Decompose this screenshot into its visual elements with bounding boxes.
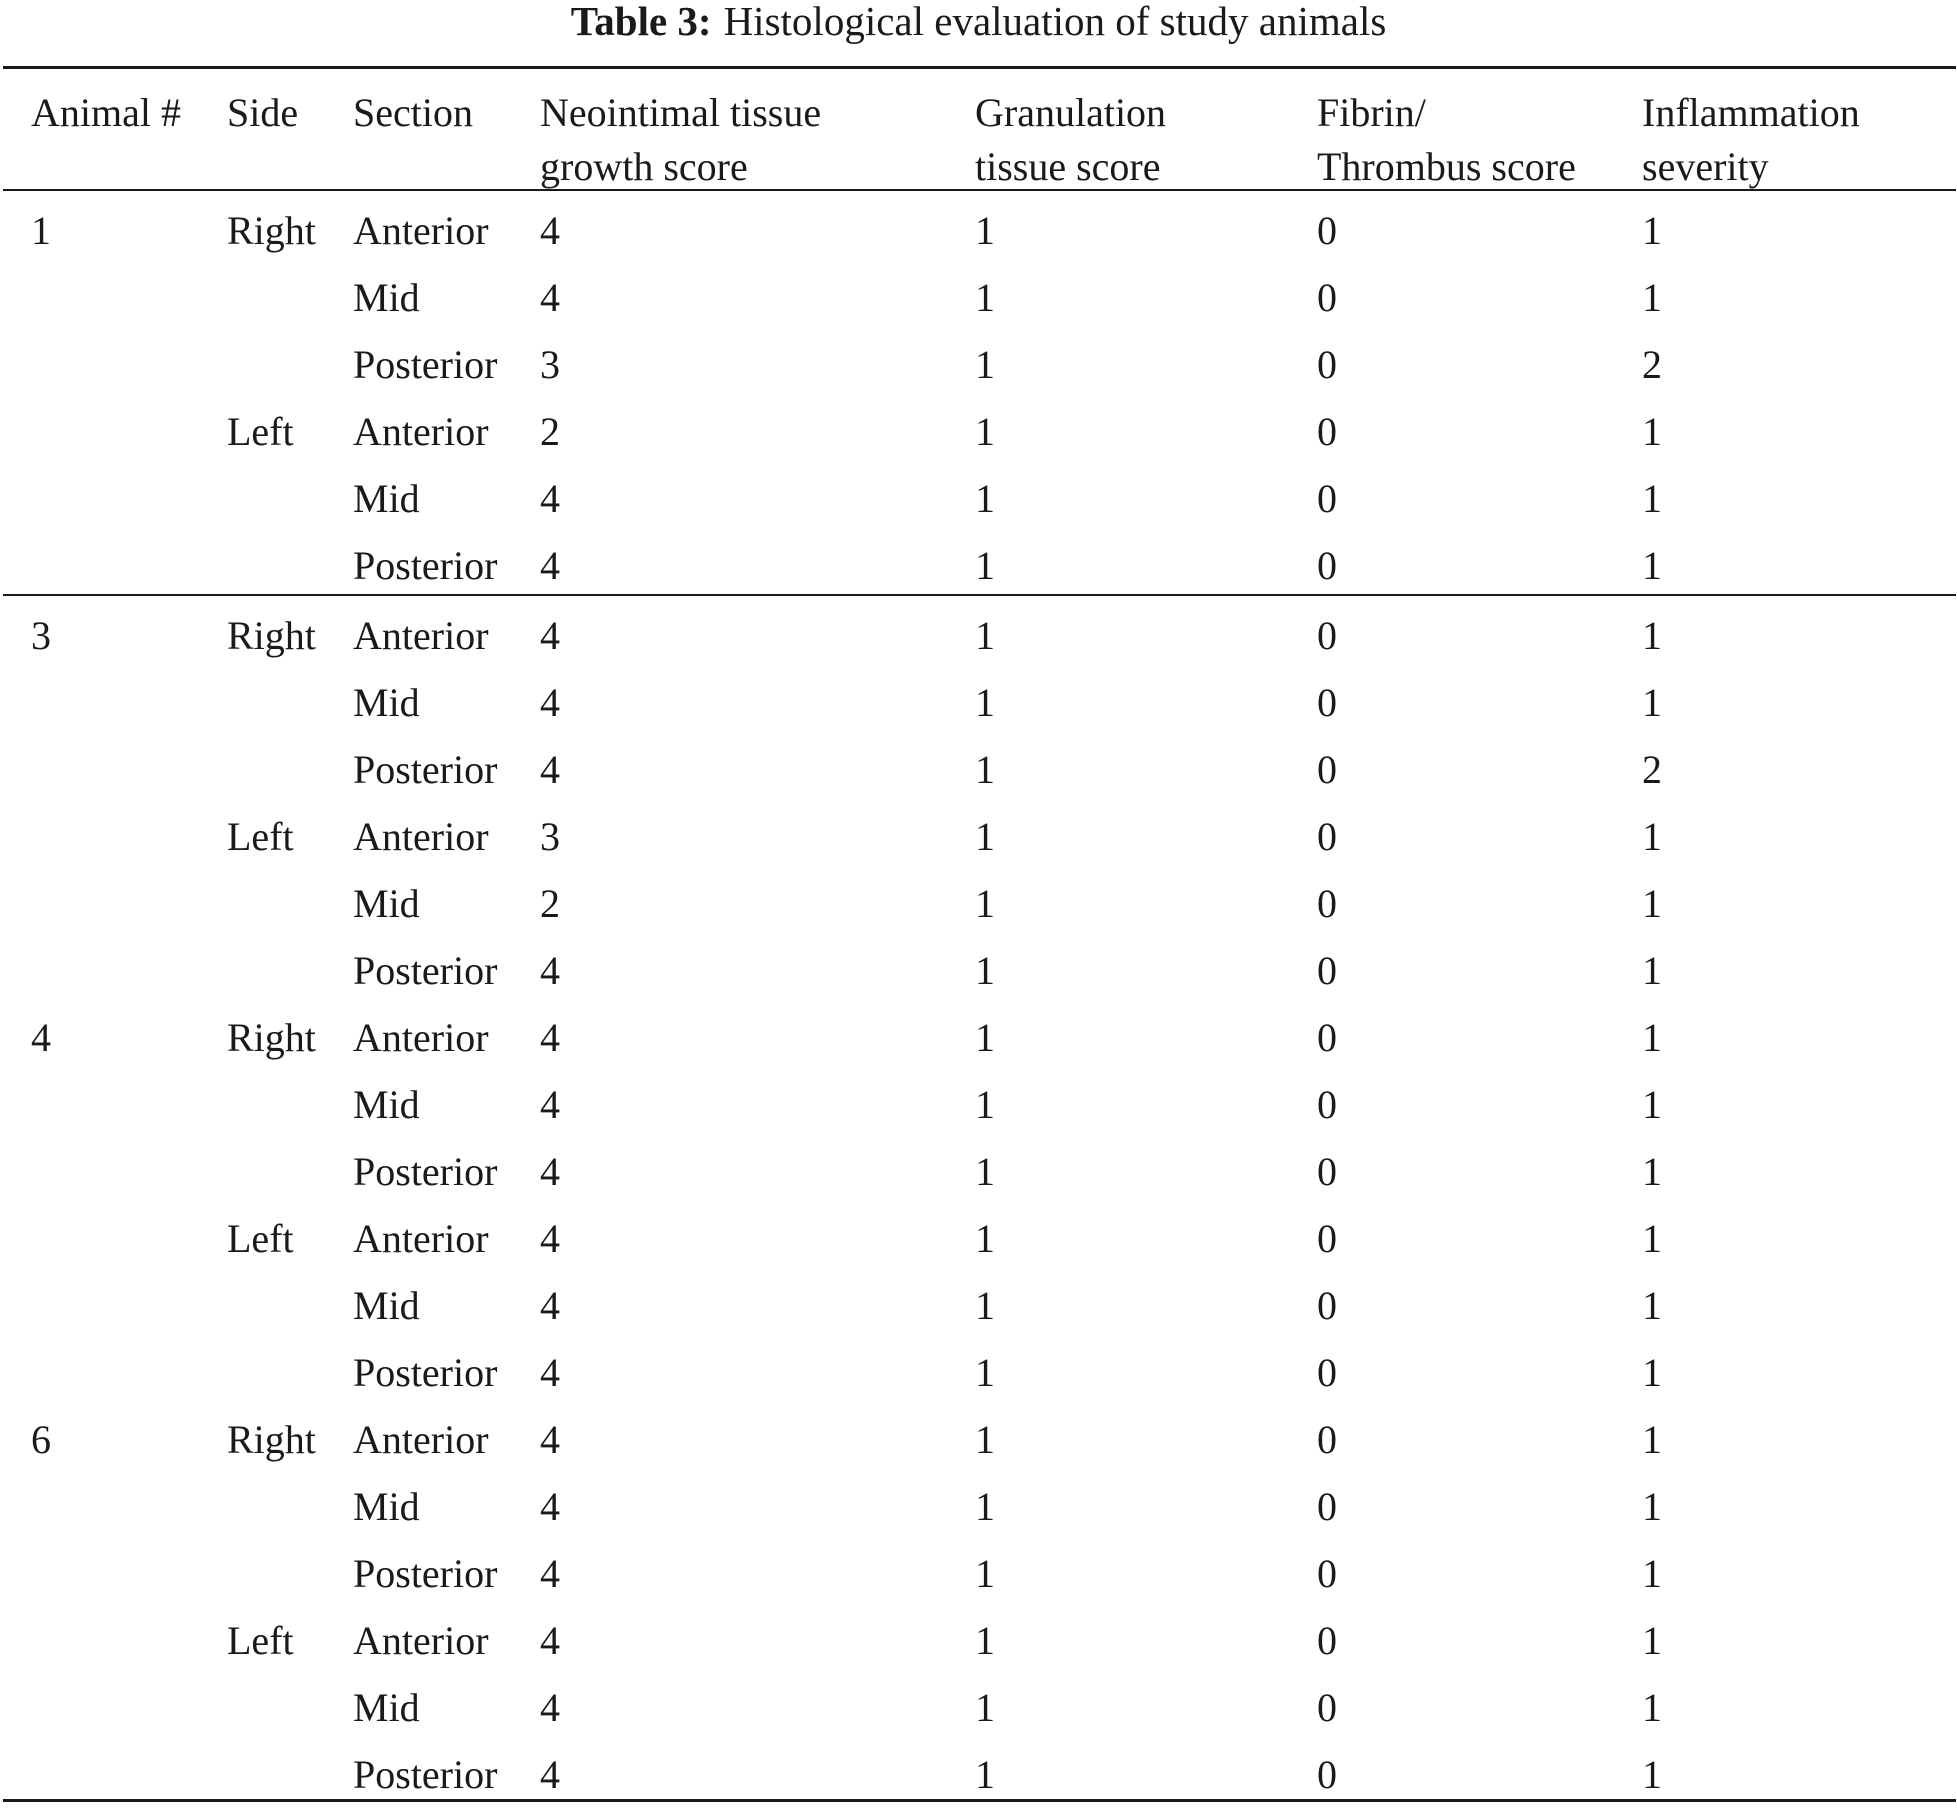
cell-granulation: 1 [975,814,995,859]
cell-fibrin: 0 [1317,1283,1337,1328]
cell-inflammation: 1 [1642,1417,1662,1462]
table-row [0,1139,1957,1205]
cell-fibrin: 0 [1317,1417,1337,1462]
cell-inflammation: 1 [1642,1283,1662,1328]
cell-neointimal: 4 [540,1551,560,1596]
cell-granulation: 1 [975,476,995,521]
cell-side: Right [227,208,316,253]
cell-neointimal: 4 [540,543,560,588]
cell-inflammation: 1 [1642,1752,1662,1797]
cell-inflammation: 2 [1642,342,1662,387]
table-row [0,737,1957,803]
cell-section: Anterior [353,409,489,454]
cell-granulation: 1 [975,1283,995,1328]
cell-fibrin: 0 [1317,1015,1337,1060]
cell-granulation: 1 [975,208,995,253]
cell-neointimal: 3 [540,814,560,859]
cell-animal: 4 [31,1015,51,1060]
table-row [0,871,1957,937]
cell-section: Posterior [353,948,498,993]
cell-granulation: 1 [975,1149,995,1194]
cell-fibrin: 0 [1317,275,1337,320]
cell-neointimal: 4 [540,1618,560,1663]
table-row [0,1608,1957,1674]
cell-fibrin: 0 [1317,1216,1337,1261]
cell-section: Posterior [353,747,498,792]
cell-section: Mid [353,275,420,320]
cell-section: Anterior [353,1015,489,1060]
table-row [0,670,1957,736]
cell-inflammation: 1 [1642,275,1662,320]
cell-granulation: 1 [975,1752,995,1797]
cell-neointimal: 4 [540,1283,560,1328]
cell-fibrin: 0 [1317,1082,1337,1127]
cell-side: Left [227,1216,294,1261]
cell-section: Posterior [353,1752,498,1797]
cell-neointimal: 4 [540,275,560,320]
cell-side: Right [227,1015,316,1060]
table-row [0,603,1957,669]
cell-neointimal: 4 [540,1350,560,1395]
cell-inflammation: 1 [1642,814,1662,859]
table-row [0,198,1957,264]
cell-section: Mid [353,1283,420,1328]
table-row [0,1541,1957,1607]
cell-neointimal: 4 [540,747,560,792]
cell-neointimal: 4 [540,1015,560,1060]
cell-neointimal: 4 [540,948,560,993]
cell-side: Right [227,1417,316,1462]
cell-inflammation: 1 [1642,1484,1662,1529]
header-neointimal-line-1: Neointimal tissue [540,90,822,135]
cell-fibrin: 0 [1317,476,1337,521]
bottom-rule [3,1799,1956,1802]
cell-inflammation: 1 [1642,476,1662,521]
table-row [0,1206,1957,1272]
cell-granulation: 1 [975,1417,995,1462]
cell-neointimal: 2 [540,881,560,926]
cell-inflammation: 2 [1642,747,1662,792]
header-neointimal-line-2: growth score [540,144,748,189]
cell-granulation: 1 [975,1082,995,1127]
cell-granulation: 1 [975,1484,995,1529]
cell-section: Mid [353,1685,420,1730]
cell-fibrin: 0 [1317,1685,1337,1730]
cell-neointimal: 3 [540,342,560,387]
group-separator-rule [3,594,1956,596]
cell-granulation: 1 [975,342,995,387]
cell-fibrin: 0 [1317,1752,1337,1797]
cell-neointimal: 4 [540,680,560,725]
cell-fibrin: 0 [1317,1551,1337,1596]
table-row [0,332,1957,398]
cell-granulation: 1 [975,1015,995,1060]
cell-fibrin: 0 [1317,409,1337,454]
cell-inflammation: 1 [1642,948,1662,993]
table-caption-label: Table 3: [570,0,712,44]
cell-section: Anterior [353,814,489,859]
cell-section: Posterior [353,1551,498,1596]
cell-fibrin: 0 [1317,342,1337,387]
cell-fibrin: 0 [1317,1350,1337,1395]
cell-fibrin: 0 [1317,208,1337,253]
cell-granulation: 1 [975,948,995,993]
cell-section: Anterior [353,1417,489,1462]
cell-inflammation: 1 [1642,1618,1662,1663]
table-row [0,466,1957,532]
cell-fibrin: 0 [1317,881,1337,926]
cell-section: Anterior [353,208,489,253]
table-row [0,1273,1957,1339]
cell-inflammation: 1 [1642,409,1662,454]
cell-neointimal: 4 [540,1216,560,1261]
cell-neointimal: 4 [540,1149,560,1194]
cell-fibrin: 0 [1317,814,1337,859]
cell-section: Mid [353,476,420,521]
cell-section: Anterior [353,1216,489,1261]
table-row [0,1675,1957,1741]
cell-neointimal: 4 [540,476,560,521]
cell-granulation: 1 [975,1618,995,1663]
cell-granulation: 1 [975,409,995,454]
cell-section: Mid [353,680,420,725]
header-section-line-1: Section [353,90,473,135]
cell-inflammation: 1 [1642,1551,1662,1596]
cell-neointimal: 4 [540,208,560,253]
cell-fibrin: 0 [1317,1149,1337,1194]
cell-section: Posterior [353,342,498,387]
cell-inflammation: 1 [1642,208,1662,253]
cell-inflammation: 1 [1642,1685,1662,1730]
table-row [0,399,1957,465]
cell-neointimal: 4 [540,1752,560,1797]
cell-side: Left [227,1618,294,1663]
cell-granulation: 1 [975,881,995,926]
cell-granulation: 1 [975,680,995,725]
cell-inflammation: 1 [1642,1350,1662,1395]
cell-inflammation: 1 [1642,881,1662,926]
header-inflammation-line-1: Inflammation [1642,90,1860,135]
cell-inflammation: 1 [1642,1149,1662,1194]
cell-section: Anterior [353,613,489,658]
header-fibrin-line-2: Thrombus score [1317,144,1576,189]
header-inflammation-line-2: severity [1642,144,1769,189]
header-granulation-line-1: Granulation [975,90,1167,135]
cell-granulation: 1 [975,543,995,588]
cell-neointimal: 4 [540,613,560,658]
table-row [0,1005,1957,1071]
header-animal-line-1: Animal # [31,90,181,135]
table-row [0,265,1957,331]
cell-granulation: 1 [975,275,995,320]
cell-neointimal: 4 [540,1484,560,1529]
cell-section: Posterior [353,543,498,588]
cell-section: Anterior [353,1618,489,1663]
cell-neointimal: 4 [540,1685,560,1730]
cell-fibrin: 0 [1317,948,1337,993]
cell-section: Mid [353,1484,420,1529]
cell-section: Posterior [353,1149,498,1194]
cell-inflammation: 1 [1642,680,1662,725]
table-row [0,533,1957,599]
cell-inflammation: 1 [1642,1082,1662,1127]
header-side-line-1: Side [227,90,299,135]
cell-section: Mid [353,881,420,926]
cell-granulation: 1 [975,1551,995,1596]
cell-inflammation: 1 [1642,543,1662,588]
header-fibrin-line-1: Fibrin/ [1317,90,1426,135]
cell-animal: 3 [31,613,51,658]
table-row [0,804,1957,870]
cell-animal: 6 [31,1417,51,1462]
cell-animal: 1 [31,208,51,253]
cell-section: Mid [353,1082,420,1127]
cell-fibrin: 0 [1317,613,1337,658]
cell-side: Right [227,613,316,658]
table-row [0,1072,1957,1138]
cell-neointimal: 4 [540,1417,560,1462]
cell-section: Posterior [353,1350,498,1395]
table-row [0,1474,1957,1540]
cell-fibrin: 0 [1317,680,1337,725]
table-caption-text: Histological evaluation of study animals [723,0,1387,44]
cell-granulation: 1 [975,747,995,792]
table-row [0,1407,1957,1473]
cell-fibrin: 0 [1317,747,1337,792]
table-row [0,938,1957,1004]
cell-fibrin: 0 [1317,1484,1337,1529]
cell-fibrin: 0 [1317,543,1337,588]
cell-inflammation: 1 [1642,1216,1662,1261]
cell-granulation: 1 [975,1685,995,1730]
cell-granulation: 1 [975,1216,995,1261]
cell-side: Left [227,814,294,859]
cell-neointimal: 2 [540,409,560,454]
cell-inflammation: 1 [1642,1015,1662,1060]
cell-neointimal: 4 [540,1082,560,1127]
cell-fibrin: 0 [1317,1618,1337,1663]
header-granulation-line-2: tissue score [975,144,1161,189]
cell-granulation: 1 [975,1350,995,1395]
cell-inflammation: 1 [1642,613,1662,658]
table-row [0,1340,1957,1406]
cell-side: Left [227,409,294,454]
cell-granulation: 1 [975,613,995,658]
